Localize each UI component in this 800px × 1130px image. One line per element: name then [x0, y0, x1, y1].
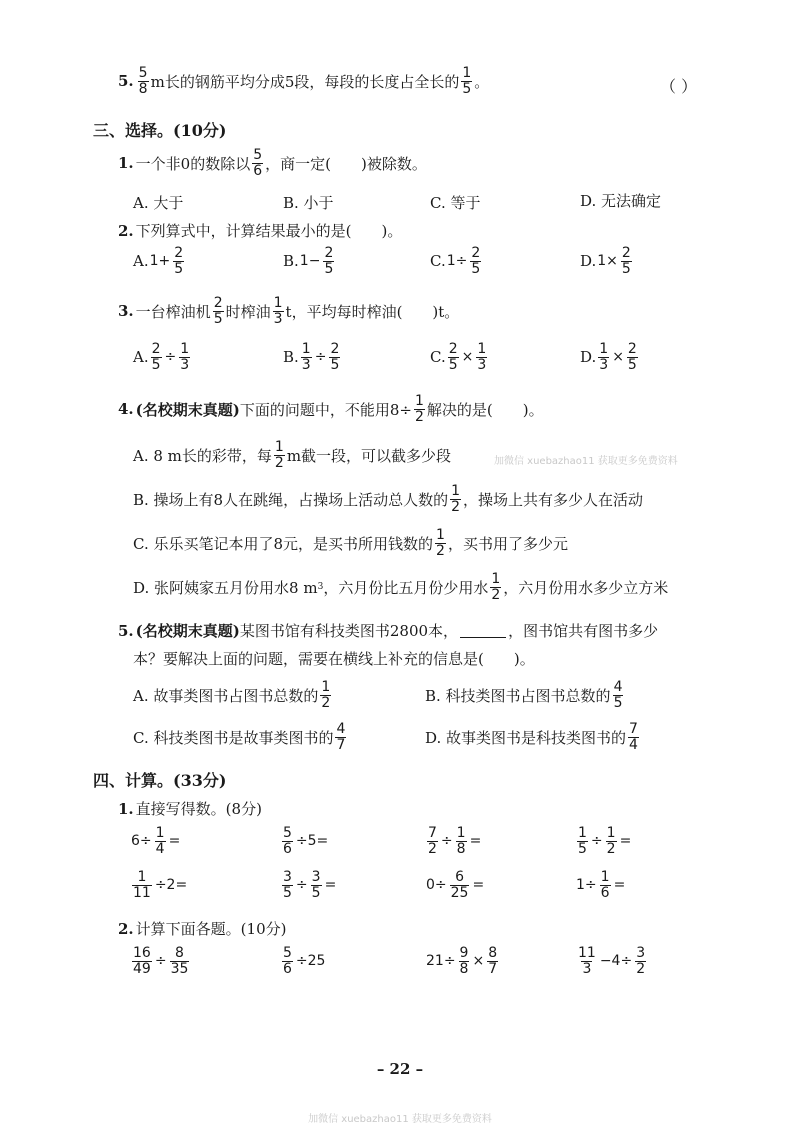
choice-question-3: 3. 一台榨油机 $\frac{2}{5}$ 时榨油 $\frac{1}{3}$ t，平均每时榨油( )t。 [118, 295, 460, 327]
exam-tag: (名校期末真题) [135, 400, 240, 419]
choice-question-2: 2. 下列算式中，计算结果最小的是( )。 [118, 221, 403, 240]
option-c[interactable]: C. $\frac{2}{5}$ × $\frac{1}{3}$ [430, 341, 487, 373]
watermark-text: 加微信 xuebazhao11 获取更多免费资料 [494, 456, 678, 467]
fraction: $\frac{5}{8}$ [138, 65, 148, 97]
calc-item[interactable]: 0÷ $\frac{6}{25}$ = [426, 869, 485, 901]
question-text-line2: 本？要解决上面的问题，需要在横线上补充的信息是( )。 [133, 650, 535, 668]
fill-blank[interactable] [460, 623, 506, 638]
calc-item[interactable]: $\frac{3}{5}$ ÷ $\frac{3}{5}$ = [283, 869, 337, 901]
calc-item[interactable]: 21÷ $\frac{9}{8}$ × $\frac{8}{7}$ [426, 945, 498, 977]
choice-question-5: 5. (名校期末真题) 某图书馆有科技类图书2800本， ，图书馆共有图书多少 [118, 621, 659, 640]
calc-part-2-title: 2. 计算下面各题。(10分) [118, 919, 287, 938]
calc-item[interactable]: $\frac{1}{11}$ ÷2= [133, 869, 188, 901]
option-b[interactable]: B. $\frac{1}{3}$ ÷ $\frac{2}{5}$ [283, 341, 340, 373]
fraction: $\frac{5}{6}$ [253, 147, 263, 179]
option-b[interactable]: B. 科技类图书占图书总数的 $\frac{4}{5}$ [425, 679, 623, 711]
option-a[interactable]: A. 故事类图书占图书总数的 $\frac{1}{2}$ [133, 679, 331, 711]
question-prev-5: 5. $\frac{5}{8}$ m长的钢筋平均分成5段，每段的长度占全长的 $\frac{1}{5}$ 。 [118, 65, 490, 97]
option-d[interactable]: D. 1× $\frac{2}{5}$ [580, 245, 631, 277]
option-a[interactable]: A. $\frac{2}{5}$ ÷ $\frac{1}{3}$ [133, 341, 190, 373]
calc-item[interactable]: 1÷ $\frac{1}{6}$ = [576, 869, 626, 901]
calc-item[interactable]: $\frac{16}{49}$ ÷ $\frac{8}{35}$ [133, 945, 189, 977]
fraction: $\frac{1}{5}$ [462, 65, 472, 97]
calc-item[interactable]: $\frac{7}{2}$ ÷ $\frac{1}{8}$ = [428, 825, 482, 857]
calc-item[interactable]: $\frac{1}{5}$ ÷ $\frac{1}{2}$ = [578, 825, 632, 857]
option-d[interactable]: D. 无法确定 [580, 192, 662, 210]
section-title-calculation: 四、计算。(33分) [93, 771, 227, 790]
exam-tag: (名校期末真题) [135, 622, 240, 640]
calc-item[interactable]: $\frac{11}{3}$ −4÷ $\frac{3}{2}$ [578, 945, 646, 977]
option-c[interactable]: C. 1÷ $\frac{2}{5}$ [430, 245, 481, 277]
question-text: m长的钢筋平均分成5段，每段的长度占全长的 [150, 72, 460, 91]
option-b[interactable]: B. 操场上有8人在跳绳，占操场上活动总人数的 $\frac{1}{2}$ ，操场上共有多少人在活动 [133, 483, 644, 515]
option-a[interactable]: A. 大于 [133, 194, 184, 212]
option-c[interactable]: C. 科技类图书是故事类图书的 $\frac{4}{7}$ [133, 721, 346, 753]
option-b[interactable]: B. 1− $\frac{2}{5}$ [283, 245, 334, 277]
option-a[interactable]: A. 8 m长的彩带，每 $\frac{1}{2}$ m截一段，可以截多少段 [133, 439, 452, 471]
answer-parentheses[interactable]: （ ） [660, 77, 698, 96]
choice-question-4: 4. (名校期末真题) 下面的问题中，不能用8÷ $\frac{1}{2}$ 解决的是( )。 [118, 393, 544, 425]
question-number: 5. [118, 72, 134, 91]
section-title-choice: 三、选择。(10分) [93, 121, 227, 140]
watermark-footer: 加微信 xuebazhao11 获取更多免费资料 [308, 1114, 492, 1125]
calc-item[interactable]: $\frac{5}{6}$ ÷25 [283, 945, 326, 977]
option-a[interactable]: A. 1+ $\frac{2}{5}$ [133, 245, 184, 277]
option-c[interactable]: C. 乐乐买笔记本用了8元，是买书所用钱数的 $\frac{1}{2}$ ，买书用了多少元 [133, 527, 568, 559]
calc-item[interactable]: 6÷ $\frac{1}{4}$ = [131, 825, 181, 857]
option-d[interactable]: D. 张阿姨家五月份用水8 m 3 ，六月份比五月份少用水 $\frac{1}{2}$ ，六月份用水多少立方米 [133, 571, 669, 603]
option-b[interactable]: B. 小于 [283, 194, 334, 212]
choice-question-1: 1. 一个非0的数除以 $\frac{5}{6}$ ，商一定( )被除数。 [118, 147, 427, 179]
calc-part-1-title: 1. 直接写得数。(8分) [118, 799, 262, 818]
option-c[interactable]: C. 等于 [430, 194, 481, 212]
option-d[interactable]: D. $\frac{1}{3}$ × $\frac{2}{5}$ [580, 341, 637, 373]
option-d[interactable]: D. 故事类图书是科技类图书的 $\frac{7}{4}$ [425, 721, 638, 753]
calc-item[interactable]: $\frac{5}{6}$ ÷5= [283, 825, 329, 857]
page-number: – 22 – [376, 1060, 424, 1078]
